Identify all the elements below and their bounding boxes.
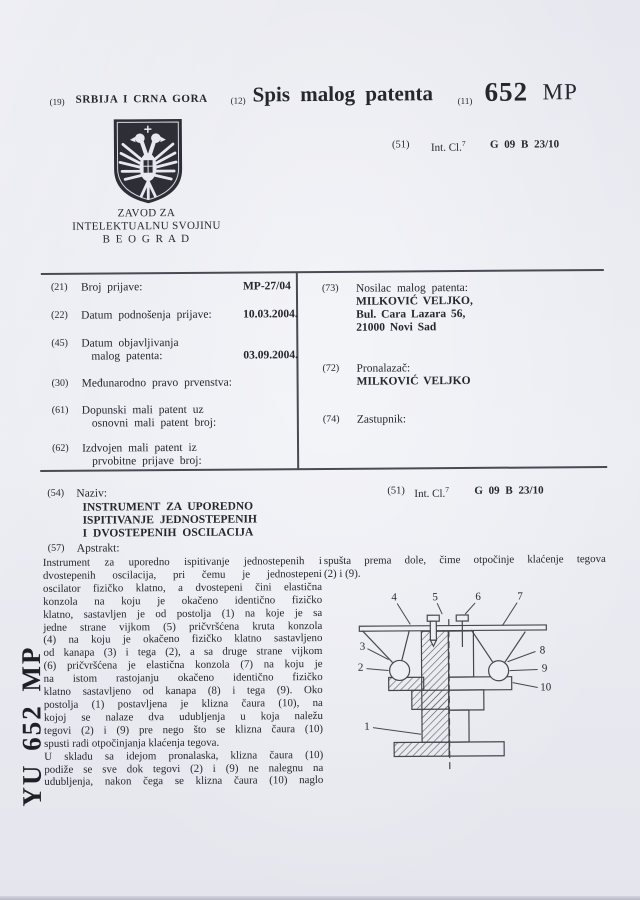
inid-code-74: (74) (322, 413, 340, 425)
abstract-line: oscilator fizičko klatno, a dvostepeni čini elastična (42, 580, 323, 595)
bolt-5-head (427, 615, 439, 621)
field-label-62-line1: Izdvojen mali patent iz (82, 441, 197, 455)
string-right-outer (504, 632, 525, 663)
patent-number: 652 (484, 76, 529, 107)
field-label-73: Nosilac malog patenta: (355, 281, 469, 295)
field-label-45-line1: Datum objavljivanja (81, 336, 179, 350)
office-line-1: ZAVOD ZA (117, 207, 176, 220)
office-block (46, 207, 246, 248)
int-cl-label-top (431, 139, 466, 154)
holder-city: 21000 Novi Sad (356, 321, 437, 334)
abstract-line: dvostepenih oscilacija, pri čemu je jednostepeni (42, 567, 322, 582)
abstract-right-column (324, 553, 606, 581)
int-cl-text: Int. Cl. (430, 141, 462, 154)
abstract-line: klatno sastavljeno od kanapa (8) i tega (9). Oko (43, 684, 323, 698)
ref-numeral-7: 7 (517, 590, 523, 603)
weight-9 (489, 661, 509, 681)
inid-code-73: (73) (321, 282, 339, 294)
field-label-30: Međunarodno pravo prvenstva: (81, 376, 232, 390)
figure-labels (357, 590, 552, 732)
inid-code-30: (30) (51, 377, 69, 389)
abstract-line: kojoj se nalaze dva udubljenja u koja naležu (43, 709, 323, 724)
side-label-yu-652-mp: YU 652 MP (15, 645, 48, 807)
abstract-line: podiže se sve dok tegovi (2) i (9) ne nalegnu na (44, 761, 324, 776)
abstract-label: Apstrakt: (76, 542, 120, 555)
int-cl-sup-mid: 7 (445, 485, 450, 495)
ref-numeral-8: 8 (539, 644, 546, 657)
field-label-62-line2: prvobitne prijave broj: (92, 454, 202, 468)
abstract-line: (6) pričvršćena je elastična konzola (7) na koju je (43, 658, 323, 673)
inid-code-62: (62) (52, 442, 69, 454)
inid-code-57: (57) (47, 542, 65, 554)
column-right (448, 631, 473, 677)
ref-numeral-2: 2 (357, 661, 364, 674)
office-line-2: INTELEKTUALNU SVOJINU (72, 219, 221, 233)
ref-numeral-3: 3 (359, 640, 366, 653)
figure-1-drawing (329, 579, 565, 800)
abstract-line: (2) i (9). (323, 567, 361, 580)
inid-code-51-top: (51) (391, 139, 410, 151)
inid-code-12: (12) (230, 95, 246, 106)
abstract-line: spusti radi otpočinjanja klaćenja tegova. (44, 736, 220, 750)
inid-code-54: (54) (47, 487, 65, 499)
inid-code-11: (11) (457, 95, 473, 107)
field-label-21: Broj prijave: (80, 281, 143, 294)
ref-numeral-9: 9 (541, 662, 548, 675)
abstract-line: (4) na koju je okačeno fizičko klatno sastavljeno (43, 632, 323, 647)
abstract-line: U skladu sa idejom pronalaska, klizna čaura (10) (44, 748, 324, 763)
inventor-name: MILKOVIĆ VELJKO (356, 374, 471, 388)
field-label-72: Pronalazač: (356, 362, 411, 375)
base-left-section (394, 742, 449, 756)
base-right (449, 742, 504, 756)
bolt-5-shaft (430, 621, 436, 640)
sleeve-block-right (449, 690, 484, 710)
ref-numeral-1: 1 (364, 720, 370, 733)
ref-numeral-4: 4 (391, 591, 397, 604)
title-label: Naziv: (76, 487, 108, 500)
column-section (421, 631, 449, 742)
table-rule-top (41, 269, 604, 275)
inid-code-21: (21) (50, 281, 68, 293)
top-console-bar (359, 625, 546, 631)
string-right-inner (471, 630, 492, 662)
invention-title-line1: INSTRUMENT ZA UPOREDNO (82, 500, 254, 514)
field-label-74: Zastupnik: (356, 413, 407, 426)
abstract-line: postolja (1) postavljena je klizna čaura (10), na (43, 696, 323, 711)
ref-numeral-10: 10 (540, 681, 552, 694)
filing-date: 10.03.2004. (243, 308, 298, 321)
scan-bottom-edge (0, 896, 640, 900)
ref-numeral-5: 5 (432, 591, 438, 604)
abstract-left-column (43, 555, 324, 789)
inid-code-22: (22) (51, 309, 68, 321)
abstract-line: od kanapa (3) i tega (2), a sa druge strane vijkom (43, 645, 323, 660)
inid-code-19: (19) (49, 96, 65, 107)
inid-code-51-mid: (51) (387, 485, 405, 497)
weight-2 (390, 660, 410, 680)
bolt-6-head (456, 615, 468, 621)
inid-code-61: (61) (51, 404, 69, 416)
column-lower-right (449, 710, 469, 742)
field-label-61-line1: Dopunski mali patent uz (81, 403, 204, 417)
int-cl-label-mid (414, 485, 449, 500)
invention-title-line2: ISPITIVANJE JEDNOSTEPENIH (82, 513, 257, 527)
field-label-22: Datum podnošenja prijave: (81, 308, 212, 322)
application-number: MP-27/04 (242, 280, 291, 293)
country-name: SRBIJA I CRNA GORA (75, 92, 208, 106)
invention-title (82, 500, 257, 540)
int-cl-value-top: G 09 B 23/10 (489, 138, 560, 151)
field-label-61-line2: osnovni mali patent broj: (91, 416, 217, 430)
abstract-line: konzola na koju je okačeno identično fizičko (43, 593, 323, 608)
inid-code-45: (45) (51, 337, 69, 349)
string-left-inner (401, 630, 409, 661)
abstract-line: spušta prema dole, čime otpočinje klaćenje tegova (323, 553, 606, 567)
abstract-line: klatno, sastavljen je od postolja (1) na koje je sa (43, 606, 323, 621)
int-cl-text-mid: Int. Cl. (414, 487, 446, 500)
publication-date: 03.09.2004. (243, 349, 299, 362)
instrument-cross-section (359, 602, 547, 769)
sleeve-step-left (412, 690, 449, 709)
string-left-outer (359, 630, 392, 662)
abstract-line: jedne strane vijkom (5) pričvršćena kruta konzola (43, 619, 323, 634)
office-line-3: B E O G R A D (102, 233, 191, 246)
document-kind-title: Spis malog patenta (252, 81, 434, 107)
inid-code-72: (72) (322, 362, 340, 374)
coat-of-arms (110, 117, 187, 206)
invention-title-line3: I DVOSTEPENIH OSCILACIJA (82, 526, 254, 540)
abstract-line: Instrument za uporedno ispitivanje jednostepenih i (42, 554, 322, 569)
field-label-45-line2: malog patenta: (91, 350, 163, 363)
int-cl-value-mid: G 09 B 23/10 (474, 484, 544, 497)
holder-street: Bul. Cara Lazara 56, (356, 307, 466, 321)
abstract-line: tegovi (2) i (9) pre nego što se klizna čaura (10) (43, 722, 324, 737)
patent-number-suffix: MP (542, 79, 578, 105)
ref-numeral-6: 6 (475, 590, 481, 603)
int-cl-sup: 7 (461, 138, 466, 149)
table-divider (296, 272, 299, 469)
abstract-line: udubljenja, nakon čega se klizna čaura (10) naglo (44, 774, 324, 789)
abstract-line: na istom rastojanju okačeno identično fizičko (43, 671, 323, 686)
holder-name: MILKOVIĆ VELJKO, (355, 294, 473, 308)
